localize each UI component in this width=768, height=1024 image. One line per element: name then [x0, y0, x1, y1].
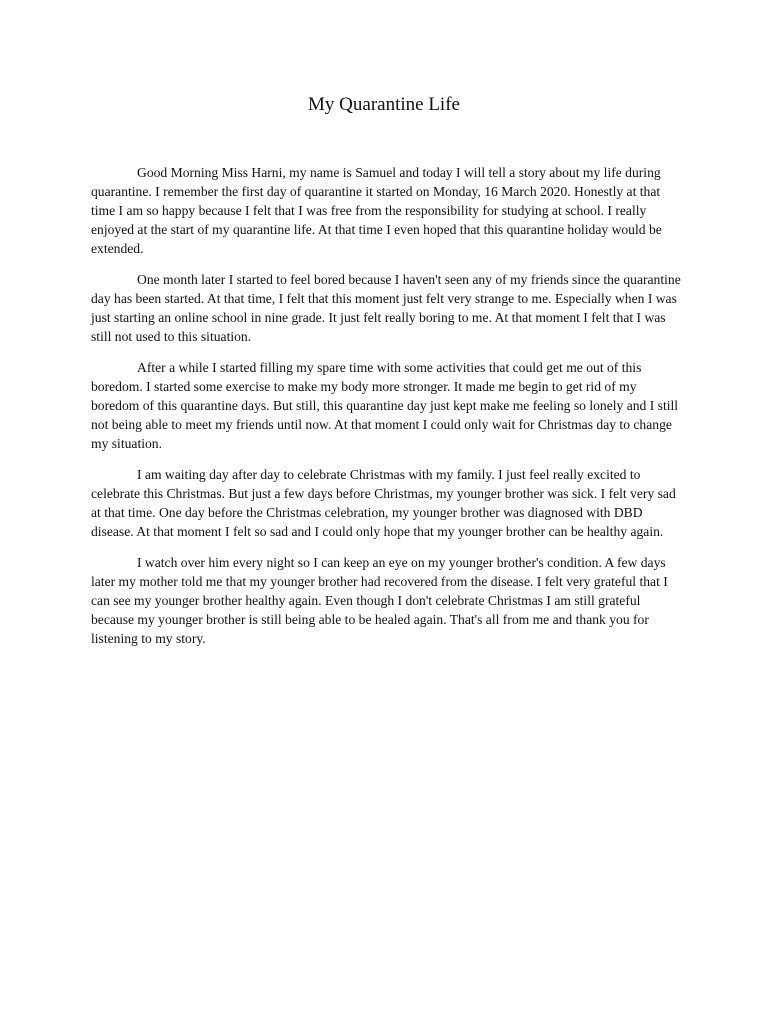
paragraph-3: After a while I started filling my spare time with some activities that could get me out of this boredom. I started some exercise to make my body more stronger. It made me begin to get rid of my boredom of this quarantine days. But still, this quarantine day just kept make me feeling so lonely and I still not being able to meet my friends until now. At that moment I could only wait for Christmas day to change my situation. — [91, 360, 679, 451]
paragraph-5: I watch over him every night so I can keep an eye on my younger brother's condition. A few days later my mother told me that my younger brother had recovered from the disease. I felt very grateful that I can see my younger brother healthy again. Even though I don't celebrate Christmas I am still grateful because my younger brother is still being able to be healed again. That's all from me and thank you for listening to my story. — [91, 555, 668, 646]
paragraph-1: Good Morning Miss Harni, my name is Samuel and today I will tell a story about my life during quarantine. I remember the first day of quarantine it started on Monday, 16 March 2020. Honestly at that time I am so happy because I felt that I was free from the responsibility for studying at school. I really enjoyed at the start of my quarantine life. At that time I even hoped that this quarantine holiday would be extended. — [91, 165, 662, 256]
document-body — [91, 163, 681, 660]
paragraph-4: I am waiting day after day to celebrate Christmas with my family. I just feel really excited to celebrate this Christmas. But just a few days before Christmas, my younger brother was sick. I felt very sad at that time. One day before the Christmas celebration, my younger brother was diagnosed with DBD disease. At that moment I felt so sad and I could only hope that my younger brother can be healthy again. — [91, 467, 676, 539]
document-title: My Quarantine Life — [308, 94, 460, 115]
paragraph-2: One month later I started to feel bored because I haven't seen any of my friends since the quarantine day has been started. At that time, I felt that this moment just felt very strange to me. Especially when I was just starting an online school in nine grade. It just felt really boring to me. At that moment I felt that I was still not used to this situation. — [91, 272, 681, 344]
